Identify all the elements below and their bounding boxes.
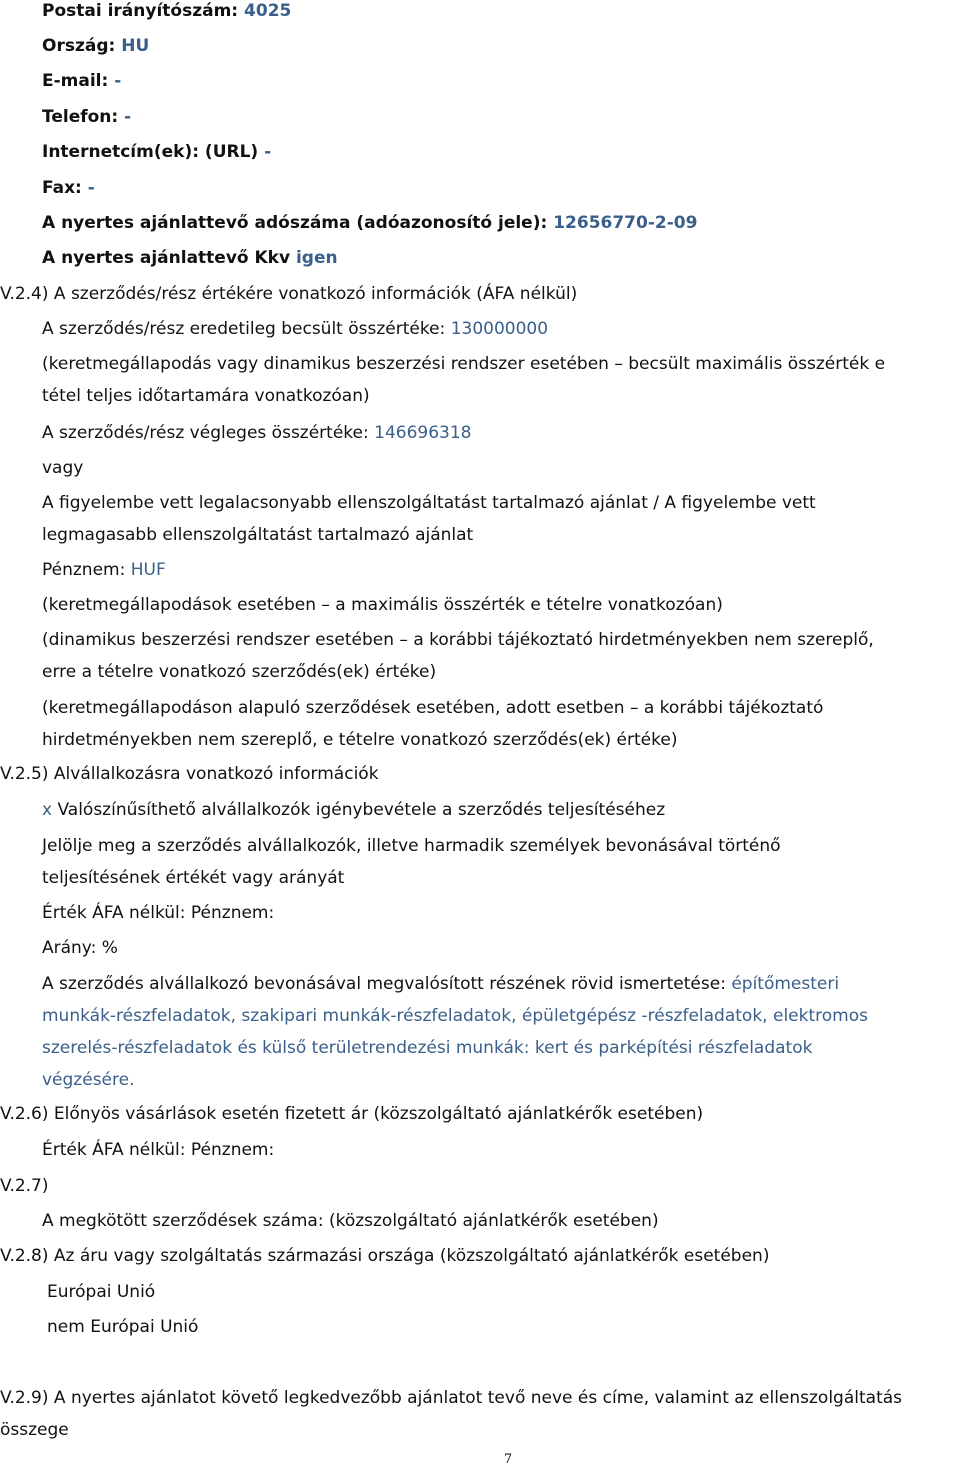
postal-code-value: 4025 [244, 1, 292, 21]
estimated-value-line: A szerződés/rész eredetileg becsült összértéke: 130000000 [42, 319, 549, 339]
section-v227-heading: V.2.7) [0, 1176, 49, 1196]
section-v228-heading: V.2.8) Az áru vagy szolgáltatás származási országa (közszolgáltató ajánlatkérők esetében) [0, 1246, 770, 1266]
section-v229-heading-line-2: összege [0, 1420, 69, 1440]
final-value-line: A szerződés/rész végleges összértéke: 146696318 [42, 423, 472, 443]
subcontract-description-line-2: munkák-részfeladatok, szakipari munkák-részfeladatok, épületgépész -részfeladatok, elektromos [42, 1006, 868, 1026]
fax-value: - [87, 178, 95, 198]
origin-non-eu-option: nem Európai Unió [47, 1317, 199, 1337]
bargain-value-line: Érték ÁFA nélkül: Pénznem: [42, 1140, 275, 1160]
lowest-offer-line-1: A figyelembe vett legalacsonyabb ellenszolgáltatást tartalmazó ajánlat / A figyelembe vett [42, 493, 816, 513]
tax-number-line: A nyertes ajánlattevő adószáma (adóazonosító jele): 12656770-2-09 [42, 213, 698, 233]
framework-note-line-1: (keretmegállapodás vagy dinamikus beszerzési rendszer esetében – becsült maximális összérték e [42, 354, 886, 374]
estimated-value: 130000000 [450, 319, 549, 339]
checkbox-mark: x [42, 800, 53, 820]
framework-max-note: (keretmegállapodások esetében – a maximális összérték e tételre vonatkozóan) [42, 595, 723, 615]
origin-eu-option: Európai Unió [47, 1282, 156, 1302]
lowest-offer-line-2: legmagasabb ellenszolgáltatást tartalmazó ajánlat [42, 525, 474, 545]
phone-value: - [124, 107, 132, 127]
url-line: Internetcím(ek): (URL) - [42, 142, 272, 162]
currency-line: Pénznem: HUF [42, 560, 166, 580]
indicate-line-1: Jelölje meg a szerződés alvállalkozók, illetve harmadik személyek bevonásával történő [42, 836, 781, 856]
currency-value: HUF [130, 560, 166, 580]
email-line: E-mail: - [42, 71, 122, 91]
tax-number-value: 12656770-2-09 [553, 213, 698, 233]
kkv-line: A nyertes ajánlattevő Kkv igen [42, 248, 338, 268]
framework-contract-note-line-2: hirdetményekben nem szereplő, e tételre vonatkozó szerződés(ek) értéke) [42, 730, 678, 750]
section-v226-heading: V.2.6) Előnyös vásárlások esetén fizetett ár (közszolgáltató ajánlatkérők esetében) [0, 1104, 704, 1124]
phone-line: Telefon: - [42, 107, 132, 127]
section-v225-heading: V.2.5) Alvállalkozásra vonatkozó információk [0, 764, 379, 784]
subcontract-ratio-line: Arány: % [42, 938, 118, 958]
subcontract-value-line: Érték ÁFA nélkül: Pénznem: [42, 903, 275, 923]
indicate-line-2: teljesítésének értékét vagy arányát [42, 868, 345, 888]
country-value: HU [121, 36, 150, 56]
dps-note-line-1: (dinamikus beszerzési rendszer esetében – a korábbi tájékoztató hirdetményekben nem szereplő, [42, 630, 874, 650]
or-text: vagy [42, 458, 84, 478]
country-line: Ország: HU [42, 36, 150, 56]
subcontracting-checkbox-line: x Valószínűsíthető alvállalkozók igénybevétele a szerződés teljesítéséhez [42, 800, 666, 820]
framework-note-line-2: tétel teljes időtartamára vonatkozóan) [42, 386, 370, 406]
page-number: 7 [503, 1452, 513, 1467]
dps-note-line-2: erre a tételre vonatkozó szerződés(ek) értéke) [42, 662, 437, 682]
final-value: 146696318 [374, 423, 472, 443]
contract-count-line: A megkötött szerződések száma: (közszolgáltató ajánlatkérők esetében) [42, 1211, 659, 1231]
framework-contract-note-line-1: (keretmegállapodáson alapuló szerződések esetében, adott esetben – a korábbi tájékoztató [42, 698, 824, 718]
subcontract-description-line-3: szerelés-részfeladatok és külső területrendezési munkák: kert és parképítési részfeladatok [42, 1038, 813, 1058]
fax-line: Fax: - [42, 178, 95, 198]
section-v224-heading: V.2.4) A szerződés/rész értékére vonatkozó információk (ÁFA nélkül) [0, 284, 578, 304]
subcontract-description-line-1: A szerződés alvállalkozó bevonásával megvalósított részének rövid ismertetése: építőmesteri [42, 974, 840, 994]
email-value: - [114, 71, 122, 91]
url-value: - [264, 142, 272, 162]
kkv-value: igen [295, 248, 338, 268]
postal-code-line: Postai irányítószám: 4025 [42, 1, 292, 21]
subcontract-description-line-4: végzésére. [42, 1070, 135, 1090]
section-v229-heading-line-1: V.2.9) A nyertes ajánlatot követő legkedvezőbb ajánlatot tevő neve és címe, valamint az ellenszolgáltatás [0, 1388, 903, 1408]
